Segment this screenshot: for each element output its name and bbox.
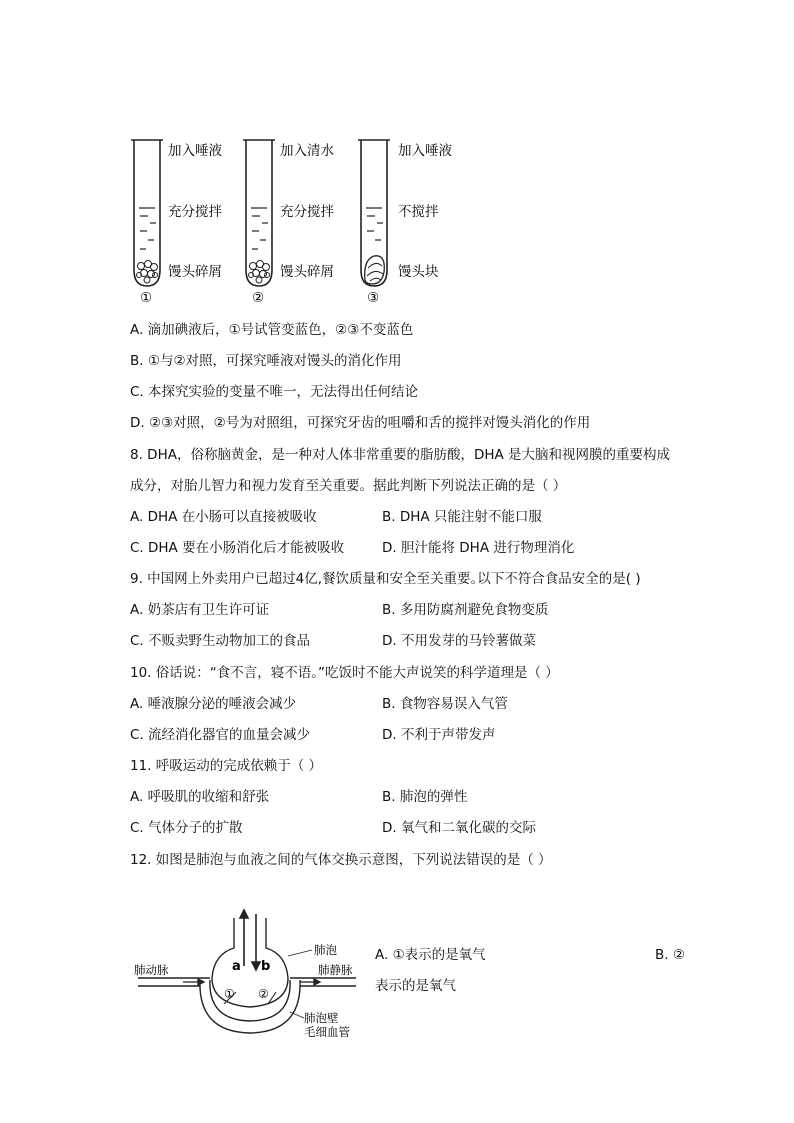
q9-stem: 9. 中国网上外卖用户已超过4亿,餐饮质量和安全至关重要｡以下不符合食品安全的是( ) [130,571,641,587]
alveolus-gas-exchange-figure [128,908,363,1043]
q11-option-a: A. 呼吸肌的收缩和舒张 [130,789,270,805]
tube3-number: ③ [367,290,380,306]
q11-option-c: C. 气体分子的扩散 [130,820,243,836]
q7-option-c: C. 本探究实验的变量不唯一，无法得出任何结论 [130,384,419,400]
q12-option-b-continued: 表示的是氧气 [375,978,456,994]
tube2-mid-label: 充分搅拌 [280,204,334,220]
label-pulmonary-artery: 肺动脉 [134,963,169,977]
q10-stem: 10. 俗话说：“食不言，寝不语。”吃饭时不能大声说笑的科学道理是（ ） [130,665,559,681]
q7-option-a: A. 滴加碘液后，①号试管变蓝色，②③不变蓝色 [130,322,414,338]
test-tube-figure [120,130,480,310]
circle-num-2: ② [258,987,269,1001]
label-pulmonary-vein: 肺静脉 [318,963,353,977]
q10-option-d: D. 不利于声带发声 [382,727,496,743]
label-alveolar-wall: 肺泡壁 [304,1011,339,1025]
q10-option-c: C. 流经消化器官的血量会减少 [130,727,311,743]
tube3-mid-label: 不搅拌 [398,204,439,220]
tube1-mid-label: 充分搅拌 [168,204,222,220]
q9-option-c: C. 不贩卖野生动物加工的食品 [130,633,311,649]
q11-stem: 11. 呼吸运动的完成依赖于（ ） [130,758,323,774]
tube2-bottom-label: 馒头碎屑 [280,264,334,280]
q8-stem-line1: 8. DHA，俗称脑黄金，是一种对人体非常重要的脂肪酸，DHA 是大脑和视网膜的重要构成 [130,447,671,463]
tube3-top-label: 加入唾液 [398,143,452,159]
tube1-top-label: 加入唾液 [168,143,222,159]
circle-num-1: ① [224,987,235,1001]
q12-stem: 12. 如图是肺泡与血液之间的气体交换示意图，下列说法错误的是（ ） [130,852,552,868]
q9-option-b: B. 多用防腐剂避免食物变质 [382,602,549,618]
q10-option-b: B. 食物容易误入气管 [382,696,508,712]
bread-block-icon [365,256,385,284]
tube1-bottom-label: 馒头碎屑 [168,264,222,280]
q8-stem-line2: 成分，对胎儿智力和视力发育至关重要。据此判断下列说法正确的是（ ） [130,478,567,494]
test-tube-2 [243,140,275,286]
q12-option-b: B. ② [655,947,685,963]
letter-a: a [232,959,241,974]
q8-option-d: D. 胆汁能将 DHA 进行物理消化 [382,540,575,556]
q11-option-b: B. 肺泡的弹性 [382,789,468,805]
letter-b: b [261,959,271,974]
label-capillary: 毛细血管 [304,1025,350,1039]
q12-option-a: A. ①表示的是氧气 [375,947,486,963]
q8-option-b: B. DHA 只能注射不能口服 [382,509,542,525]
q8-option-a: A. DHA 在小肠可以直接被吸收 [130,509,317,525]
q9-option-d: D. 不用发芽的马铃薯做菜 [382,633,536,649]
test-tube-3 [358,140,390,286]
tube1-number: ① [140,290,153,306]
tube2-top-label: 加入清水 [280,143,334,159]
q10-option-a: A. 唾液腺分泌的唾液会减少 [130,696,297,712]
q8-option-c: C. DHA 要在小肠消化后才能被吸收 [130,540,345,556]
label-alveolus: 肺泡 [314,943,337,957]
q11-option-d: D. 氧气和二氧化碳的交际 [382,820,536,836]
q7-option-b: B. ①与②对照，可探究唾液对馒头的消化作用 [130,353,402,369]
tube3-bottom-label: 馒头块 [398,264,439,280]
q7-option-d: D. ②③对照，②号为对照组，可探究牙齿的咀嚼和舌的搅拌对馒头消化的作用 [130,415,591,431]
q9-option-a: A. 奶茶店有卫生许可证 [130,602,270,618]
tube2-number: ② [252,290,265,306]
test-tube-1 [131,140,163,286]
